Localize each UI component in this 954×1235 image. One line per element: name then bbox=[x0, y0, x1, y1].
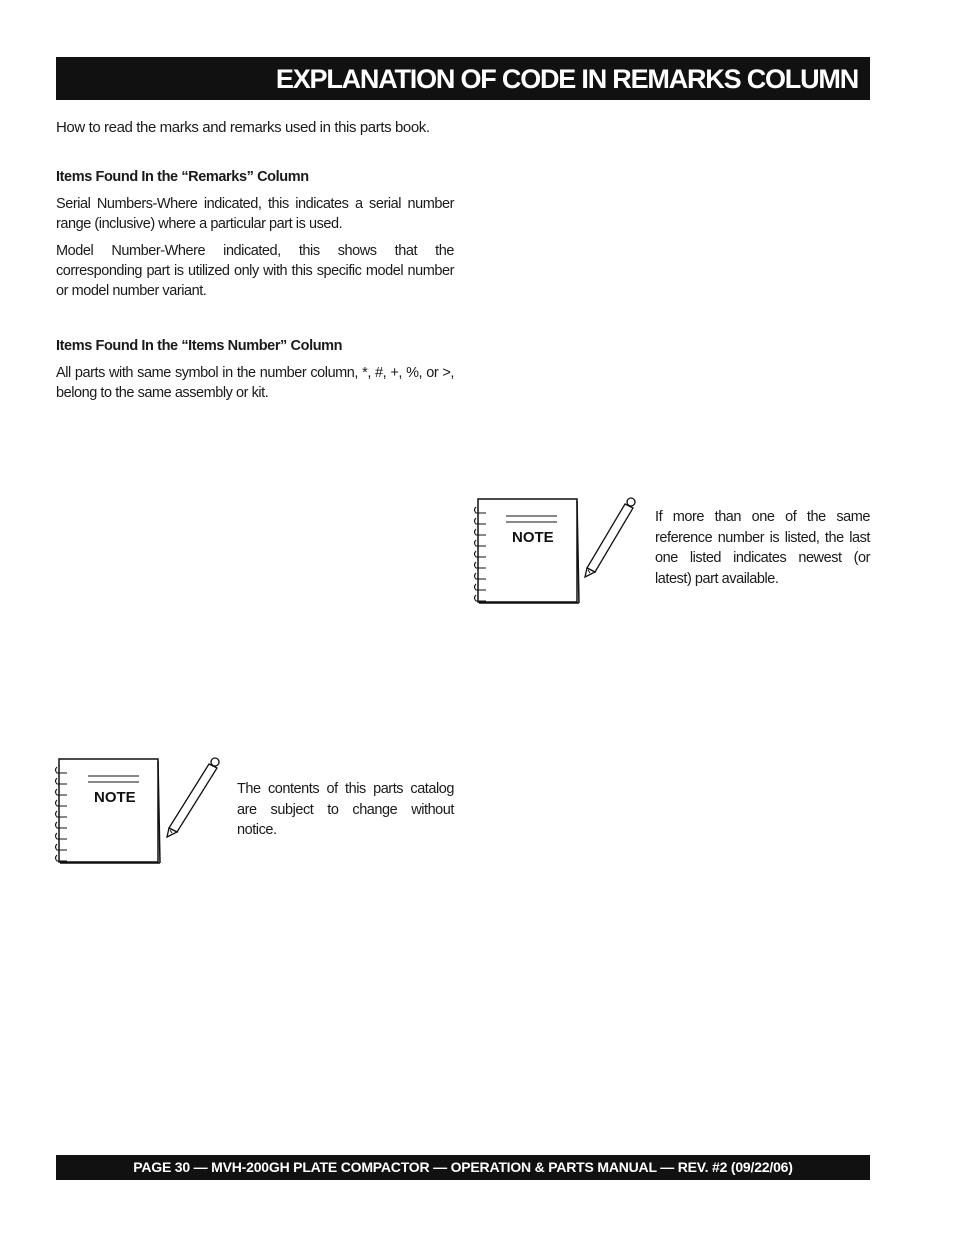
serial-numbers-paragraph: Serial Numbers-Where indicated, this indicates a serial number range (inclusive) where a particular part is used. bbox=[56, 196, 454, 232]
note-label: NOTE bbox=[94, 789, 136, 806]
model-number-paragraph: Model Number-Where indicated, this shows that the corresponding part is utilized only with this specific model number or model number variant. bbox=[56, 243, 454, 299]
items-number-column-heading: Items Found In the “Items Number” Column bbox=[56, 338, 343, 354]
note-text: If more than one of the same reference number is listed, the last one listed indicates newest (or latest) part available. bbox=[655, 509, 870, 587]
notebook-pencil-icon bbox=[54, 754, 226, 866]
intro-text: How to read the marks and remarks used in this parts book. bbox=[56, 119, 430, 136]
note-text: The contents of this parts catalog are subject to change without notice. bbox=[237, 781, 454, 838]
symbols-paragraph: All parts with same symbol in the number column, *, #, +, %, or >, belong to the same assembly or kit. bbox=[56, 365, 454, 401]
footer-bar bbox=[56, 1155, 870, 1180]
remarks-column-heading: Items Found In the “Remarks” Column bbox=[56, 169, 309, 185]
header-bar bbox=[56, 57, 870, 100]
notebook-pencil-icon bbox=[473, 494, 645, 606]
note-newest-part bbox=[473, 494, 871, 606]
footer-text: PAGE 30 — MVH-200GH PLATE COMPACTOR — OPERATION & PARTS MANUAL — REV. #2 (09/22/06) bbox=[133, 1159, 793, 1175]
page-title: EXPLANATION OF CODE IN REMARKS COLUMN bbox=[275, 64, 858, 94]
note-label: NOTE bbox=[512, 529, 554, 546]
note-subject-to-change bbox=[54, 754, 454, 866]
left-column bbox=[56, 118, 454, 401]
